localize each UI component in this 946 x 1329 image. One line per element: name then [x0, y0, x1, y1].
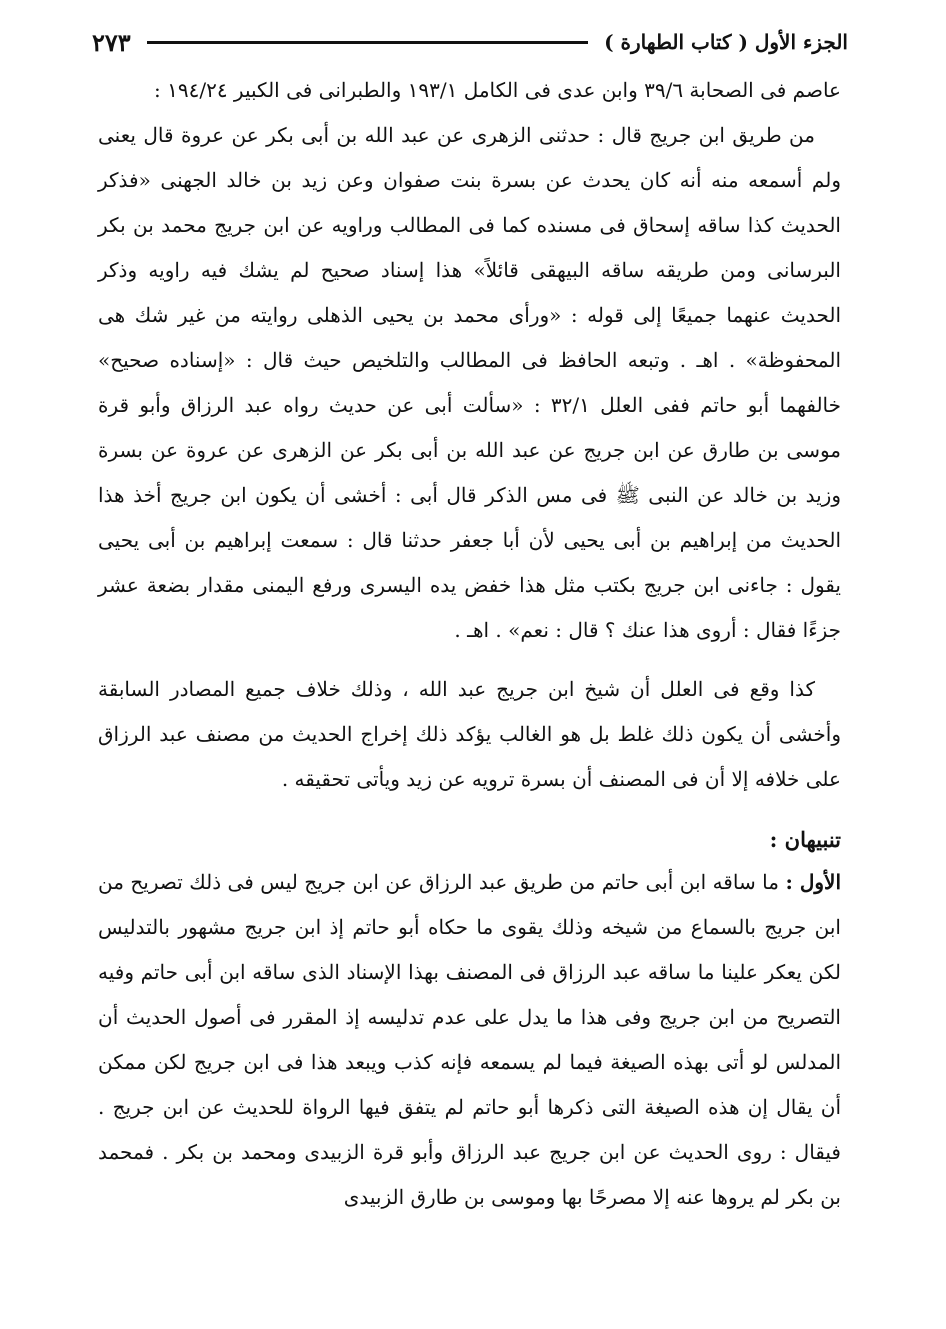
- page-body: [98, 68, 841, 1220]
- paragraph-citation: عاصم فى الصحابة ٣٩/٦ وابن عدى فى الكامل ١٩٣/١ والطبرانى فى الكبير ١٩٤/٢٤ :: [154, 78, 841, 102]
- running-title: الجزء الأول ( كتاب الطهارة ): [604, 30, 848, 54]
- first-note-lead: الأول :: [785, 870, 842, 894]
- section-heading: تنبيهان :: [769, 827, 841, 852]
- first-note-text: ما ساقه ابن أبى حاتم من طريق عبد الرزاق عن ابن جريج ليس فى ذلك تصريح من ابن جريج بالسماع من شيخه وذلك يقوى ما حكاه أبو حاتم إذ ابن جريج مشهور بالتدليس لكن يعكر علينا ما ساقه عبد الرزاق فى المصنف بهذا الإسناد الذى ساقه ابن أبى حاتم وفيه التصريح من ابن جريج وفى هذا ما يدل على عدم تدليسه إذ المقرر فى أصول الحديث أن المدلس لو أتى بهذه الصيغة فيما لم يسمعه فإنه كذب ويبعد هذا فى ابن جريج لكن ممكن أن يقال إن هذه الصيغة التى ذكرها أبو حاتم لم يتفق فيها الرواة للحديث عن ابن جريج . فيقال : روى الحديث عن ابن جريج عبد الرزاق وأبو قرة الزبيدى ومحمد بن بكر . فمحمد بن بكر لم يروها عنه إلا مصرحًا بها وموسى بن طارق الزبيدى: [98, 870, 841, 1209]
- paragraph-first-note: [98, 860, 841, 1220]
- page-number: ٢٧٣: [92, 27, 131, 57]
- page-header: [92, 24, 848, 60]
- paragraph-ilal-note: كذا وقع فى العلل أن شيخ ابن جريج عبد الله ، وذلك خلاف جميع المصادر السابقة وأخشى أن يكون ذلك غلط بل هو الغالب يؤكد ذلك إخراج الحديث من مصنف عبد الرزاق على خلافه إلا أن فى المصنف أن بسرة ترويه عن زيد ويأتى تحقيقه .: [98, 677, 841, 791]
- header-rule: [147, 41, 588, 44]
- paragraph-ibn-jurayj-route: من طريق ابن جريج قال : حدثنى الزهرى عن عبد الله بن أبى بكر عن عروة قال يعنى ولم أسمعه منه أنه كان يحدث عن بسرة بنت صفوان وعن زيد بن خالد الجهنى «فذكر الحديث كذا ساقه إسحاق فى مسنده كما فى المطالب وراويه عن ابن جريج محمد بن بكر البرسانى ومن طريقه ساقه البيهقى قائلاً» هذا إسناد صحيح لم يشك فيه راويه وذكر الحديث عنهما جميعًا إلى قوله : «ورأى محمد بن يحيى الذهلى روايته من غير شك هى المحفوظة» . اهـ . وتبعه الحافظ فى المطالب والتلخيص حيث قال : «إسناده صحيح» خالفهما أبو حاتم ففى العلل ٣٢/١ : «سألت أبى عن حديث رواه عبد الرزاق وأبو قرة موسى بن طارق عن ابن جريج عن عبد الله بن أبى بكر عن الزهرى عن عروة عن بسرة وزيد بن خالد عن النبى ﷺ فى مس الذكر قال أبى : أخشى أن يكون ابن جريج أخذ هذا الحديث من إبراهيم بن أبى يحيى لأن أبا جعفر حدثنا قال : سمعت إبراهيم بن أبى يحيى يقول : جاءنى ابن جريج بكتب مثل هذا خفض يده اليسرى ورفع اليمنى مقدار بضعة عشر جزءًا فقال : أروى هذا عنك ؟ قال : نعم» . اهـ .: [98, 123, 841, 642]
